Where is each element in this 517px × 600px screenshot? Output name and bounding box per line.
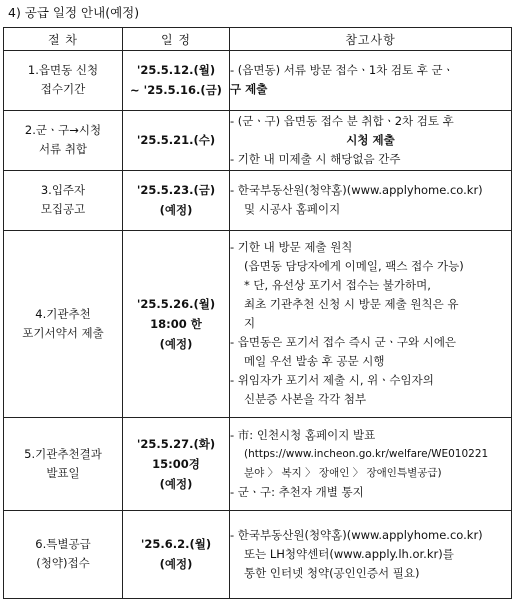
note-text: 지 <box>244 316 256 331</box>
note-cell <box>230 418 512 510</box>
note-text: - 市: 인천시청 홈페이지 발표 <box>230 427 376 442</box>
table-row <box>4 230 512 418</box>
step-text: 3.입주자 <box>40 183 86 198</box>
step-text: 6.특별공급 <box>35 537 91 552</box>
column-header-note: 참고사항 <box>230 28 512 51</box>
step-cell <box>4 170 123 230</box>
table-row <box>4 51 512 111</box>
step-cell <box>4 51 123 111</box>
note-text: 최초 기관추천 신청 시 방문 제출 원칙은 유 <box>244 297 459 312</box>
date-cell <box>123 110 230 170</box>
section-heading: 4) 공급 일정 안내(예정) <box>8 5 140 20</box>
step-text: 1.읍면동 신청 <box>27 63 99 78</box>
note-text: - 한국부동산원(청약홈)(www.applyhome.co.kr) <box>230 527 483 542</box>
note-text: 구 제출 <box>230 82 268 97</box>
step-text: (청약)접수 <box>36 556 90 571</box>
table-row <box>4 418 512 510</box>
step-text: 발표일 <box>46 465 80 480</box>
note-cell <box>230 51 512 111</box>
note-text: - 읍면동은 포기서 접수 즉시 군ㆍ구와 시에은 <box>230 335 457 350</box>
note-text: - 위임자가 포기서 제출 시, 위ㆍ수임자의 <box>230 373 434 388</box>
note-text: 통한 인터넷 청약(공인인증서 필요) <box>244 565 420 580</box>
note-text: 분야 〉 복지 〉 장애인 〉 장애인특별공급) <box>244 466 442 479</box>
note-text: 시청 제출 <box>346 132 395 147</box>
date-text: '25.5.23.(금) <box>136 183 216 198</box>
note-cell <box>230 170 512 230</box>
date-text: 15:00경 <box>152 456 200 471</box>
table-row <box>4 170 512 230</box>
date-text: '25.5.21.(수) <box>136 133 216 148</box>
step-cell <box>4 110 123 170</box>
date-text: '25.6.2.(월) <box>140 537 212 552</box>
date-text: (예정) <box>159 203 193 218</box>
step-cell <box>4 230 123 418</box>
note-text: * 단, 유선상 포기서 접수는 불가하며, <box>244 278 431 293</box>
date-text: '25.5.12.(월) <box>136 63 216 78</box>
note-cell <box>230 110 512 170</box>
date-cell <box>123 51 230 111</box>
column-header-step: 절 차 <box>4 28 123 51</box>
note-text: (읍면동 담당자에게 이메일, 팩스 접수 가능) <box>244 259 464 274</box>
step-cell <box>4 510 123 598</box>
note-text: - 군ㆍ구: 추천자 개별 통지 <box>230 484 364 499</box>
table-row <box>4 510 512 598</box>
note-text: 또는 LH청약센터(www.apply.lh.or.kr)를 <box>244 546 454 561</box>
date-text: (예정) <box>159 336 193 351</box>
step-text: 4.기관추천 <box>35 306 91 321</box>
date-cell <box>123 170 230 230</box>
date-text: '25.5.26.(월) <box>136 296 216 311</box>
note-text: 메일 우선 발송 후 공문 시행 <box>244 354 385 369</box>
step-text: 포기서약서 제출 <box>22 325 104 340</box>
date-cell <box>123 230 230 418</box>
date-cell <box>123 418 230 510</box>
step-cell <box>4 418 123 510</box>
note-text: - 한국부동산원(청약홈)(www.applyhome.co.kr) <box>230 183 483 198</box>
supply-schedule-table <box>3 27 512 599</box>
note-text: - (읍면동) 서류 방문 접수ㆍ1차 검토 후 군ㆍ <box>230 63 454 78</box>
note-text: - 기한 내 미제출 시 해당없음 간주 <box>230 151 401 166</box>
step-text: 모집공고 <box>40 202 86 217</box>
date-text: 18:00 한 <box>150 316 202 331</box>
date-text: (예정) <box>159 557 193 572</box>
date-text: ~ '25.5.16.(금) <box>130 83 222 98</box>
step-text: 접수기간 <box>40 82 86 97</box>
date-text: '25.5.27.(화) <box>136 436 216 451</box>
step-text: 5.기관추천결과 <box>24 446 102 461</box>
table-row <box>4 110 512 170</box>
date-cell <box>123 510 230 598</box>
note-text: 신분증 사본을 각각 첨부 <box>244 392 367 407</box>
date-text: (예정) <box>159 476 193 491</box>
note-cell <box>230 510 512 598</box>
note-link-text: (https://www.incheon.go.kr/welfare/WE010221 <box>244 447 489 460</box>
note-text: 및 시공사 홈페이지 <box>244 202 341 217</box>
note-text: - 기한 내 방문 제출 원칙 <box>230 240 353 255</box>
table-header-row <box>4 28 512 51</box>
step-text: 2.군ㆍ구→시청 <box>24 123 102 138</box>
note-cell <box>230 230 512 418</box>
column-header-date: 일 정 <box>123 28 230 51</box>
step-text: 서류 취합 <box>38 142 88 157</box>
note-text: - (군ㆍ구) 읍면동 접수 분 취합ㆍ2차 검토 후 <box>230 113 454 128</box>
